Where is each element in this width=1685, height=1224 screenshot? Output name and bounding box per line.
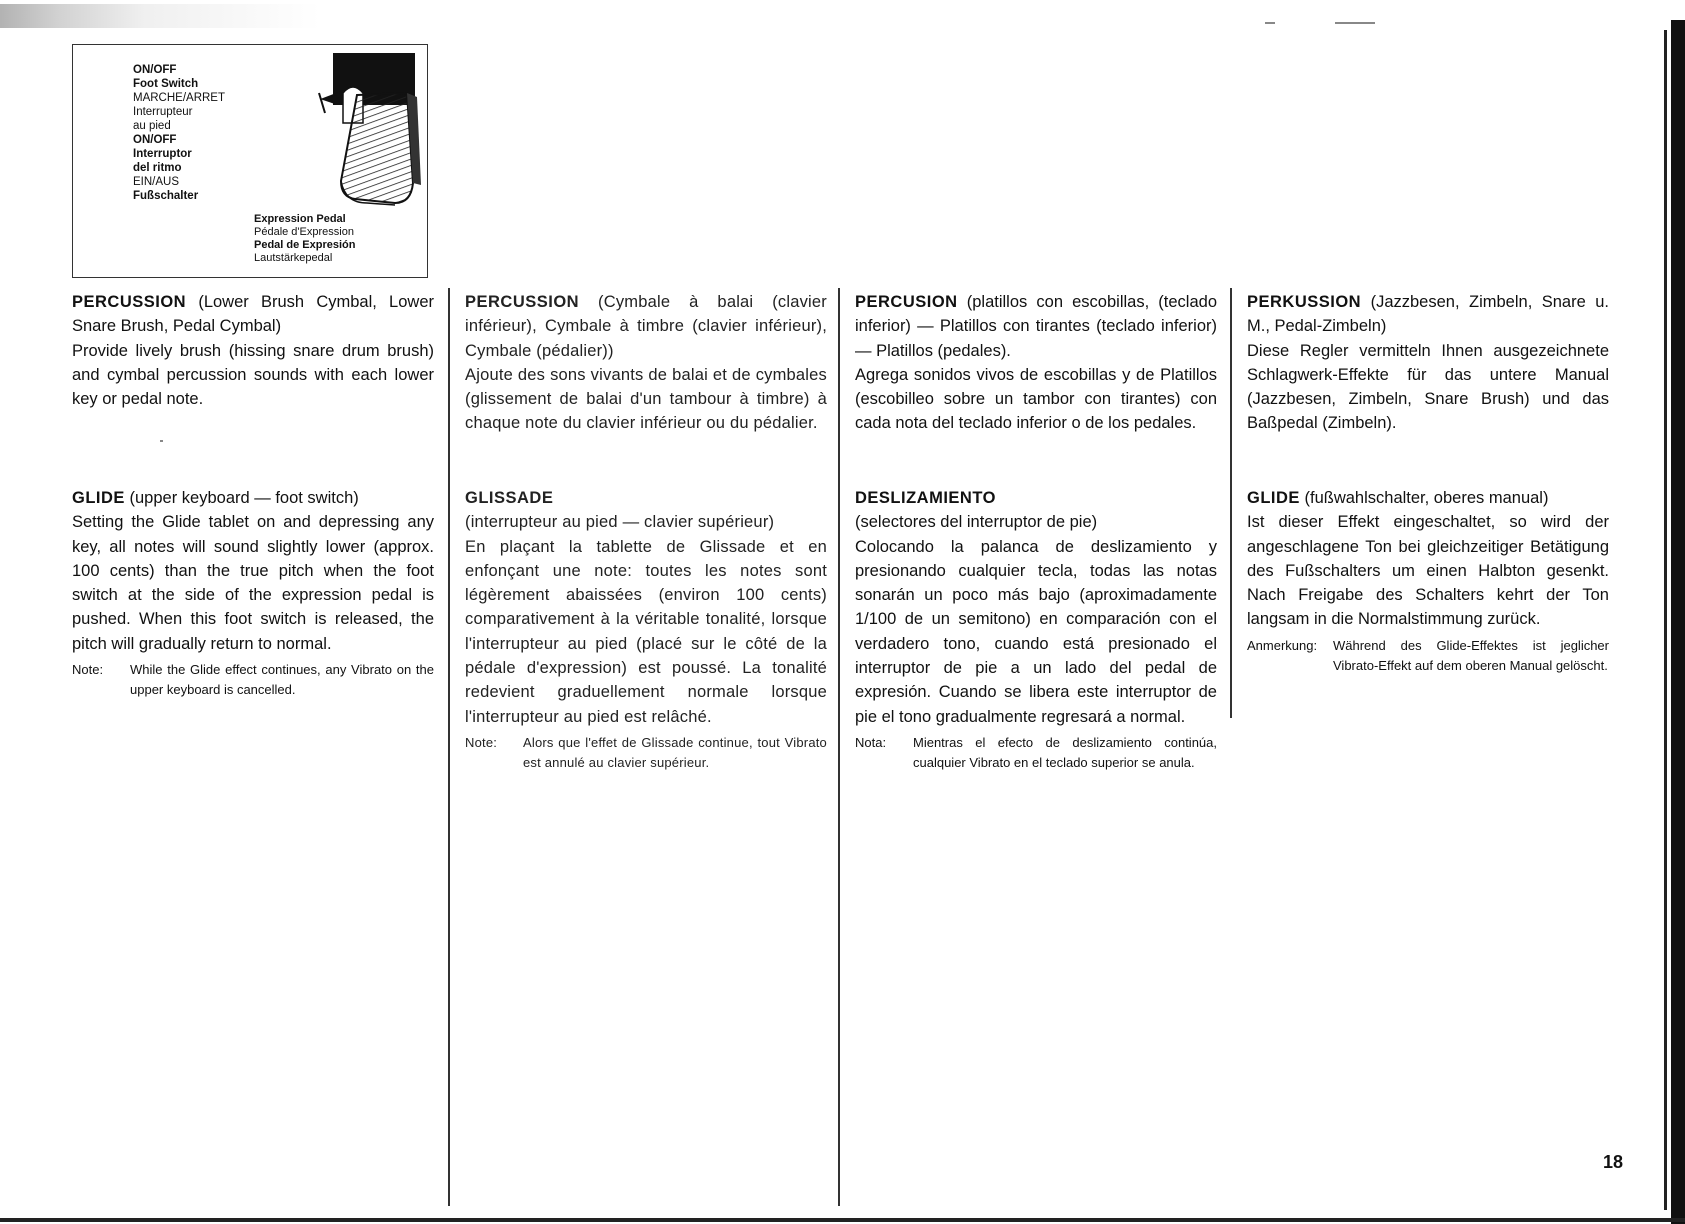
column-divider	[448, 288, 450, 1206]
note-text: While the Glide effect continues, any Vibrato on the upper keyboard is cancelled.	[130, 662, 434, 698]
foot-switch-labels	[133, 63, 225, 203]
switch-label: Interrupteur	[133, 106, 193, 118]
section-body: Ist dieser Effekt eingeschaltet, so wird der angeschlagene Ton bei gleichzeitiger Betätigung des Fußschalters um einen Halbton gesenkt. Nach Freigabe des Schalters kehrt der Ton langsam in die Normalstimmung zurück.	[1247, 513, 1609, 629]
expression-pedal-illustration	[245, 53, 425, 213]
note-text: Mientras el efecto de deslizamiento continúa, cualquier Vibrato en el teclado superior se anula.	[913, 734, 1217, 770]
percussion-section	[72, 290, 434, 339]
note	[465, 733, 827, 773]
scan-speck	[160, 440, 163, 442]
section-intro: (fußwahlschalter, oberes manual)	[1299, 489, 1549, 507]
switch-label: Fußschalter	[133, 190, 199, 202]
page-number: 18	[1603, 1152, 1624, 1172]
switch-label: Foot Switch	[133, 78, 199, 90]
glide-section	[1247, 486, 1609, 676]
glide-section	[465, 486, 827, 773]
section-heading: GLIDE	[72, 489, 125, 507]
pedal-label: Pedal de Expresión	[254, 239, 356, 251]
glide-section	[72, 486, 434, 700]
note	[1247, 636, 1609, 676]
section-heading: PERCUSSION	[465, 293, 580, 311]
note-text: Während des Glide-Effektes ist jeglicher Vibrato-Effekt auf dem oberen Manual gelöscht.	[1333, 637, 1609, 673]
note-text: Alors que l'effet de Glissade continue, tout Vibrato est annulé au clavier supérieur.	[523, 734, 827, 770]
switch-label: EIN/AUS	[133, 176, 180, 188]
column-english	[72, 290, 434, 698]
section-intro: (Lower Brush Cymbal, Lower Snare Brush, Pedal Cymbal)	[72, 293, 434, 336]
section-intro: (platillos con escobillas, (teclado inferior) — Platillos con tirantes (teclado inferior) — Platillos (pedales).	[855, 293, 1217, 360]
column-french	[465, 290, 827, 770]
note-label: Note:	[72, 662, 104, 678]
scan-speck	[1265, 22, 1275, 24]
glide-section	[855, 486, 1217, 773]
section-body: Diese Regler vermitteln Ihnen ausgezeichnete Schlagwerk-Effekte für das untere Manual (Jazzbesen, Zimbeln, Snare Brush) und das Baßpedal (Zimbeln).	[1247, 341, 1609, 433]
pedal-label: Pédale d'Expression	[254, 226, 354, 238]
section-intro: (upper keyboard — foot switch)	[124, 489, 359, 507]
pedal-label: Expression Pedal	[254, 213, 346, 225]
scan-speck	[1335, 22, 1375, 24]
section-heading: PERCUSSION	[72, 293, 187, 311]
switch-label: au pied	[133, 120, 171, 132]
section-heading: PERCUSION	[855, 293, 958, 311]
column-spanish	[855, 290, 1217, 770]
pedal-labels	[254, 213, 355, 265]
section-body: Provide lively brush (hissing snare drum brush) and cymbal percussion sounds with each lower key or pedal note.	[72, 341, 434, 409]
note-label: Note:	[465, 734, 498, 750]
switch-label: del ritmo	[133, 162, 182, 174]
column-german	[1247, 290, 1609, 673]
section-intro: (Jazzbesen, Zimbeln, Snare u. M., Pedal-Zimbeln)	[1247, 293, 1609, 336]
section-intro: (selectores del interruptor de pie)	[855, 513, 1098, 532]
section-body: Ajoute des sons vivants de balai et de cymbales (glissement de balai d'un tambour à timbre) à chaque note du clavier inférieur ou du pédalier.	[465, 365, 827, 433]
section-heading: GLISSADE	[465, 489, 554, 507]
column-divider	[838, 288, 840, 1206]
expression-pedal-figure	[72, 44, 428, 278]
arrow-icon	[319, 93, 339, 113]
note	[72, 660, 434, 700]
section-body: En plaçant la tablette de Glissade et en enfonçant une note: toutes les notes sont légèrement abaissées (environ 100 cents) comparativement à la véritable tonalité, lorsque l'interrupteur au pied (placé sur le côté de la pédale d'expression) est poussé. La tonalité redevient graduellement normale lorsque l'interrupteur au pied est relâché.	[465, 537, 827, 726]
note-label: Nota:	[855, 734, 887, 750]
page-edge-shadow	[1671, 20, 1685, 1224]
section-heading: PERKUSSION	[1247, 293, 1362, 311]
section-intro: (Cymbale à balai (clavier inférieur), Cymbale à timbre (clavier inférieur), Cymbale (pédalier))	[465, 293, 827, 360]
note-label: Anmerkung:	[1247, 637, 1318, 653]
section-intro: (interrupteur au pied — clavier supérieur)	[465, 513, 775, 532]
note	[855, 733, 1217, 773]
percussion-section	[465, 290, 827, 363]
column-divider	[1230, 288, 1232, 718]
section-body: Setting the Glide tablet on and depressing any key, all notes will sound slightly lower (approx. 100 cents) than the true pitch when the foot switch at the side of the expression pedal is pushed. When this foot switch is released, the pitch will gradually return to normal.	[72, 513, 434, 653]
section-heading: DESLIZAMIENTO	[855, 489, 996, 507]
bottom-edge-line	[0, 1218, 1685, 1222]
pedal-label: Lautstärkepedal	[254, 252, 333, 264]
section-body: Colocando la palanca de deslizamiento y presionando cualquier tecla, todas las notas sonarán un poco más bajo (aproximadamente 1/100 de un semitono) en comparación con el verdadero tono, cuando está presionado el interruptor de pie a un lado del pedal de expresión. Cuando se libera este interruptor de pie el tono gradualmente regresará a normal.	[855, 537, 1217, 726]
switch-label: MARCHE/ARRET	[133, 92, 226, 104]
switch-label: ON/OFF	[133, 134, 177, 146]
section-heading: GLIDE	[1247, 489, 1300, 507]
switch-label: Interruptor	[133, 148, 192, 160]
percussion-section	[1247, 290, 1609, 339]
section-body: Agrega sonidos vivos de escobillas y de Platillos (escobilleo sobre un tambor con tirantes) con cada nota del teclado inferior o de los pedales.	[855, 365, 1217, 433]
percussion-section	[855, 290, 1217, 363]
page-edge-line	[1664, 30, 1667, 1210]
switch-label: ON/OFF	[133, 64, 177, 76]
scan-artifact	[0, 4, 320, 28]
